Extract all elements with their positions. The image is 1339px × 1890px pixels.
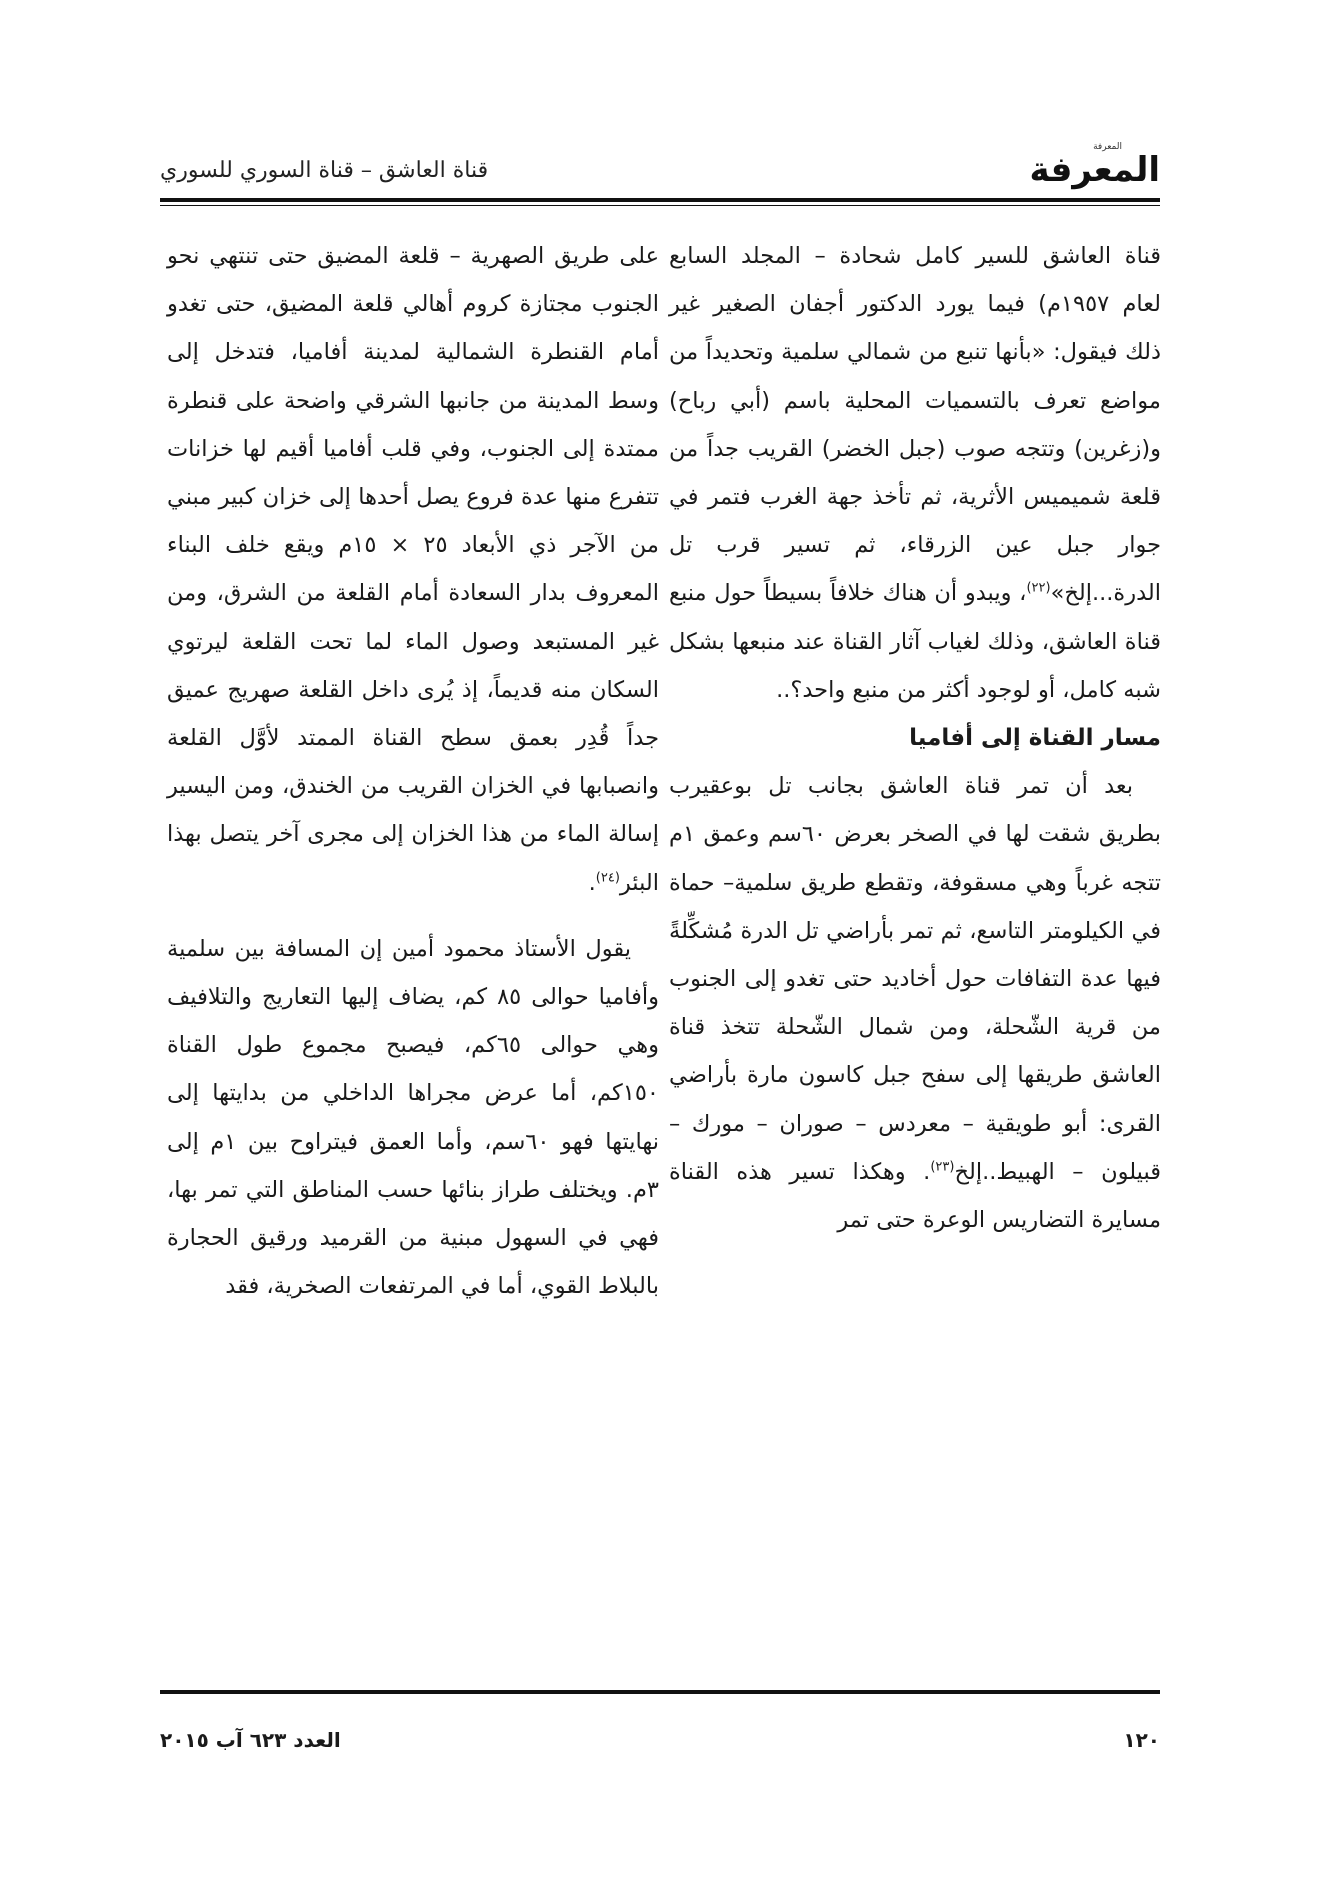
magazine-logo-caption: المعرفة	[1093, 142, 1122, 152]
page-header	[160, 142, 1160, 196]
paragraph	[167, 232, 659, 907]
paragraph	[669, 232, 1161, 714]
footer-rule	[160, 1690, 1160, 1694]
magazine-logo: المعرفة	[1029, 150, 1160, 190]
running-title: قناة العاشق – قناة السوري للسوري	[160, 158, 489, 183]
paragraph-text: على طريق الصهرية – قلعة المضيق حتى تنتهي نحو الجنوب مجتازة كروم أهالي قلعة المضيق، حتى تغدو أمام القنطرة الشمالية لمدينة أفاميا، فتدخل إلى وسط المدينة من جانبها الشرقي واضحة على قنطرة ممتدة إلى الجنوب، وفي قلب أفاميا أقيم لها خزانات تتفرع منها عدة فروع يصل أحدها إلى خزان كبير مبني من الآجر ذي الأبعاد ٢٥ × ١٥م ويقع خلف البناء المعروف بدار السعادة أمام القلعة من الشرق، ومن غير المستبعد وصول الماء لما تحت القلعة ليرتوي السكان منه قديماً، إذ يُرى داخل القلعة صهريج عميق جداً قُدِر بعمق سطح القناة الممتد لأوَّل القلعة وانصبابها في الخزان القريب من الخندق، ومن اليسير إسالة الماء من هذا الخزان إلى مجرى آخر يتصل بهذا البئر	[167, 243, 659, 896]
footnote-ref-23[interactable]: (٢٣)	[930, 1159, 955, 1175]
header-rule-thin	[160, 205, 1160, 206]
footnote-ref-24[interactable]: (٢٤)	[595, 870, 620, 886]
paragraph: يقول الأستاذ محمود أمين إن المسافة بين سلمية وأفاميا حوالى ٨٥ كم، يضاف إليها التعاريج والتلافيف وهي حوالى ٦٥كم، فيصبح مجموع طول القناة ١٥٠كم، أما عرض مجراها الداخلي من بدايتها إلى نهايتها فهو ٦٠سم، وأما العمق فيتراوح بين ١م إلى ٣م. ويختلف طراز بنائها حسب المناطق التي تمر بها، فهي في السهول مبنية من القرميد ورقيق الحجارة بالبلاط القوي، أما في المرتفعات الصخرية، فقد	[167, 935, 659, 1300]
paragraph-gap	[167, 907, 659, 925]
paragraph	[669, 762, 1161, 1244]
paragraph-text-cont: .	[588, 869, 596, 896]
page-footer	[160, 1728, 1160, 1758]
paragraph-text-cont: ، ويبدو أن هناك خلافاً بسيطاً حول منبع قناة العاشق، وذلك لغياب آثار القناة عند منبعها بشكل شبه كامل، أو لوجود أكثر من منبع واحد؟..	[669, 580, 1161, 703]
header-rule	[160, 198, 1160, 202]
footnote-ref-22[interactable]: (٢٢)	[1026, 580, 1051, 596]
left-column	[167, 232, 659, 1677]
paragraph-text: قناة العاشق للسير كامل شحادة – المجلد السابع لعام ١٩٥٧م) فيما يورد الدكتور أجفان الصغير غير ذلك فيقول: «بأنها تنبع من شمالي سلمية وتحديداً من مواضع تعرف بالتسميات المحلية باسم (أبي رباح) و(زغرين) وتتجه صوب (جبل الخضر) القريب جداً من قلعة شميميس الأثرية، ثم تأخذ جهة الغرب فتمر في جوار جبل عين الزرقاء، ثم تسير قرب تل الدرة...إلخ»	[669, 243, 1162, 607]
paragraph-text: بعد أن تمر قناة العاشق بجانب تل بوعقيرب بطريق شقت لها في الصخر بعرض ٦٠سم وعمق ١م تتجه غرباً وهي مسقوفة، وتقطع طريق سلمية– حماة في الكيلومتر التاسع، ثم تمر بأراضي تل الدرة مُشكِّلةً فيها عدة التفافات حول أخاديد حتى تغدو إلى الجنوب من قرية الشّحلة، ومن شمال الشّحلة تتخذ قناة العاشق طريقها إلى سفح جبل كاسون مارة بأراضي القرى: أبو طويقية – معردس – صوران – مورك – قبيلون – الهبيط..إلخ	[669, 773, 1161, 1185]
section-heading: مسار القناة إلى أفاميا	[909, 725, 1161, 752]
right-column	[669, 232, 1161, 1677]
paragraph-text-cont: . وهكذا تسير هذه القناة مسايرة التضاريس الوعرة حتى تمر	[669, 1158, 1161, 1234]
issue-info: العدد ٦٢٣ آب ٢٠١٥	[160, 1728, 341, 1752]
page-number: ١٢٠	[1123, 1728, 1160, 1752]
